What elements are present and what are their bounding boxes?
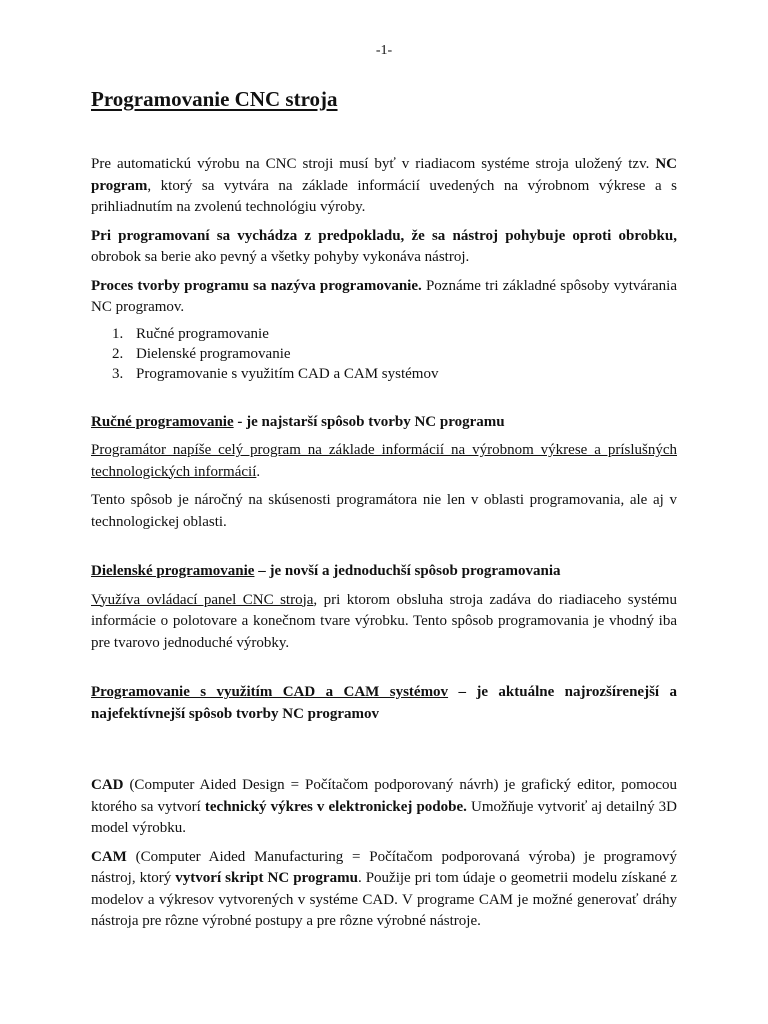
process-bold: Proces tvorby programu sa nazýva programovanie.: [91, 277, 422, 294]
list-item-number: 1.: [112, 325, 124, 342]
workshop-p1-rest: , pri ktorom obsluha stroja zadáva do riadiaceho systému informácie o polotovare a konečnom tvare výrobku. Tento spôsob programovania je vhodný iba pre tvarovo jednoduché výrobky.: [91, 591, 677, 651]
list-item-number: 2.: [112, 345, 124, 362]
cadcam-heading-rest: – je aktuálne najrozšírenejší a najefektívnejší spôsob tvorby NC programov: [91, 684, 677, 722]
principle-bold: Pri programovaní sa vychádza z predpokladu, že sa nástroj pohybuje oproti obrobku,: [91, 227, 677, 244]
cad-text-2: Umožňuje vytvoriť aj detailný 3D model výrobku.: [91, 798, 677, 836]
manual-heading-underlined: Ručné programovanie: [91, 413, 234, 430]
manual-paragraph-1: [91, 440, 677, 483]
process-text: Poznáme tri základné spôsoby vytvárania NC programov.: [91, 277, 677, 315]
process-paragraph: [91, 276, 677, 319]
page-title: Programovanie CNC stroja: [91, 87, 338, 111]
methods-list: [91, 324, 677, 384]
intro-text-1: Pre automatickú výrobu na CNC stroji musí byť v riadiacom systéme stroja uložený tzv.: [91, 156, 656, 172]
cad-bold: technický výkres v elektronickej podobe.: [204, 798, 467, 815]
intro-nc-program: NC program: [91, 156, 677, 194]
principle-text: obrobok sa berie ako pevný a všetky pohyby vykonáva nástroj.: [91, 249, 470, 265]
manual-paragraph-2: Tento spôsob je náročný na skúsenosti programátora nie len v oblasti programovania, ale aj v technologickej oblasti.: [91, 492, 677, 530]
workshop-heading-underlined: Dielenské programovanie: [91, 563, 255, 579]
workshop-paragraph: [91, 590, 677, 655]
cam-term: CAM: [91, 848, 127, 865]
list-item: [91, 344, 677, 364]
workshop-heading: [91, 561, 677, 583]
cam-text-2: . Použije pri tom údaje o geometrii modelu získané z modelov a výkresov vytvorených v systéme CAD. V programe CAM je možné generovať dráhy nástroja pre rôzne výrobné postupy a pre rôzne výrobné nástroje.: [91, 870, 677, 929]
cad-term: CAD: [91, 777, 124, 793]
workshop-heading-rest: – je novší a jednoduchší spôsob programovania: [254, 563, 561, 579]
cad-text-1: (Computer Aided Design = Počítačom podporovaný návrh) je grafický editor, pomocou ktorého sa vytvorí: [91, 777, 677, 815]
intro-text-2: , ktorý sa vytvára na základe informácií uvedených na výrobnom výkrese a s prihliadnutím na zvolenú technológiu výroby.: [91, 177, 677, 215]
cad-paragraph: [91, 775, 677, 840]
manual-p1-underlined: Programátor napíše celý program na základe informácií na výrobnom výkrese a príslušných technologických informácií: [91, 442, 677, 480]
intro-paragraph: [91, 154, 677, 219]
principle-paragraph: [91, 226, 677, 269]
cam-bold: vytvorí skript NC programu: [175, 870, 358, 886]
cadcam-heading-underlined: Programovanie s využitím CAD a CAM systémov: [91, 684, 449, 700]
manual-heading-rest: - je najstarší spôsob tvorby NC programu: [233, 413, 505, 430]
list-item-text: Ručné programovanie: [136, 325, 269, 342]
cam-paragraph: [91, 847, 677, 933]
list-item: [91, 364, 677, 384]
list-item-text: Dielenské programovanie: [136, 345, 291, 362]
document-body: [91, 87, 677, 933]
cadcam-heading: [91, 682, 677, 725]
manual-p1-end: .: [256, 463, 261, 480]
manual-heading: [91, 412, 677, 434]
cam-text-1: (Computer Aided Manufacturing = Počítačom podporovaná výroba) je programový nástroj, ktorý: [91, 848, 677, 886]
workshop-p1-underlined: Využíva ovládací panel CNC stroja: [91, 591, 314, 608]
page-number: -1-: [375, 43, 393, 58]
list-item-text: Programovanie s využitím CAD a CAM systémov: [136, 365, 439, 382]
list-item: [91, 324, 677, 344]
list-item-number: 3.: [112, 365, 124, 382]
